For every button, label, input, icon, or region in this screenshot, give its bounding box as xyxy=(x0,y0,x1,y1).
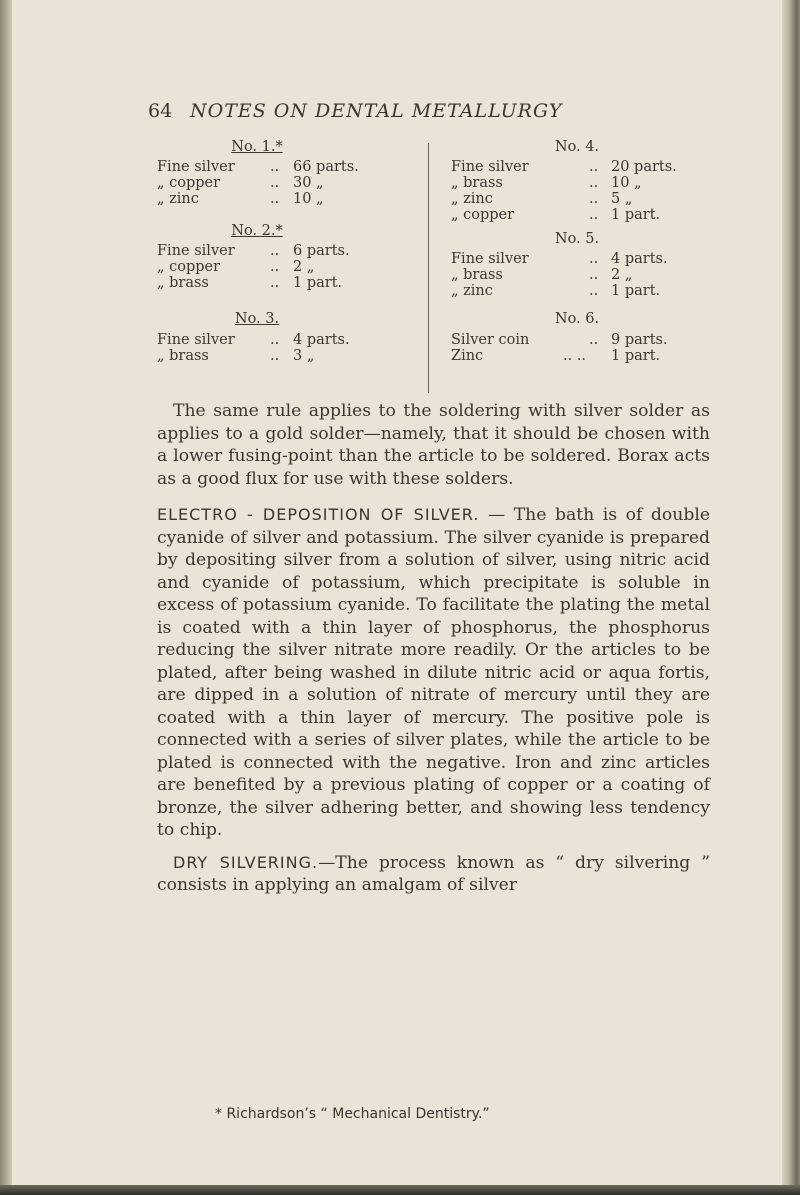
paragraph-dry-silvering: DRY SILVERING.—The process known as “ dry silvering ” consists in applying an amalgam of silver xyxy=(157,852,710,895)
page-bottom-edge xyxy=(0,1185,800,1195)
page-left-edge xyxy=(0,0,12,1195)
recipe-2-title: No. 2.* xyxy=(231,223,283,239)
recipe-5-title: No. 5. xyxy=(554,231,600,247)
page-number: 64 xyxy=(148,100,173,122)
recipe-6-title: No. 6. xyxy=(554,311,600,327)
footnote: * Richardson’s “ Mechanical Dentistry.” xyxy=(215,1106,490,1122)
recipe-3-title: No. 3. xyxy=(234,311,280,327)
running-title: NOTES ON DENTAL METALLURGY xyxy=(190,100,563,122)
section-heading-dry-silvering: DRY SILVERING. xyxy=(173,852,319,872)
book-spine-edge xyxy=(782,0,800,1195)
body-text xyxy=(157,400,710,897)
column-divider xyxy=(428,143,429,393)
section-heading-electro-deposition: ELECTRO - DEPOSITION OF SILVER. xyxy=(157,505,480,524)
paragraph-soldering: The same rule applies to the soldering with silver solder as applies to a gold solder—namely, that it should be chosen with a lower fusing-point than the article to be soldered. Borax acts as a good flux for use with these solders. xyxy=(157,401,710,489)
solder-recipes: No. 1.* Fine silver .. 66 parts. „ copper .. 30 „ „ zinc .. 10 „ No. 2.* Fine silver .. 6 parts. „ copper .. 2 „ „ brass .. 1 part. No. 3. Fine silver .. 4 parts. „ brass .. 3 „ No. 4. Fine silver .. 20 parts. „ brass .. 10 „ „ zinc .. 5 „ „ copper .. 1 part. No. 5. Fine silver .. 4 parts. „ brass .. 2 „ „ zinc .. 1 part. No. 6. Silver coin .. 9 parts. Zinc .. .. 1 part. xyxy=(157,139,717,401)
paragraph-electro-deposition: ELECTRO - DEPOSITION OF SILVER. — The bath is of double cyanide of silver and potassium. The silver cyanide is prepared by depositing silver from a solution of silver, using nitric acid and cyanide of potassium, which precipitate is soluble in excess of potassium cyanide. To facilitate the plating the metal is coated with a thin layer of phosphorus, the phosphorus reducing the silver nitrate more readily. Or the articles to be plated, after being washed in dilute nitric acid or aqua fortis, are dipped in a solution of nitrate of mercury until they are coated with a thin layer of mercury. The positive pole is connected with a series of silver plates, while the article to be plated is connected with the negative. Iron and zinc articles are benefited by a previous plating of copper or a coating of bronze, the silver adhering better, and showing less tendency to chip. xyxy=(157,505,710,840)
recipe-1-title: No. 1.* xyxy=(231,139,283,155)
recipe-4-title: No. 4. xyxy=(554,139,600,155)
